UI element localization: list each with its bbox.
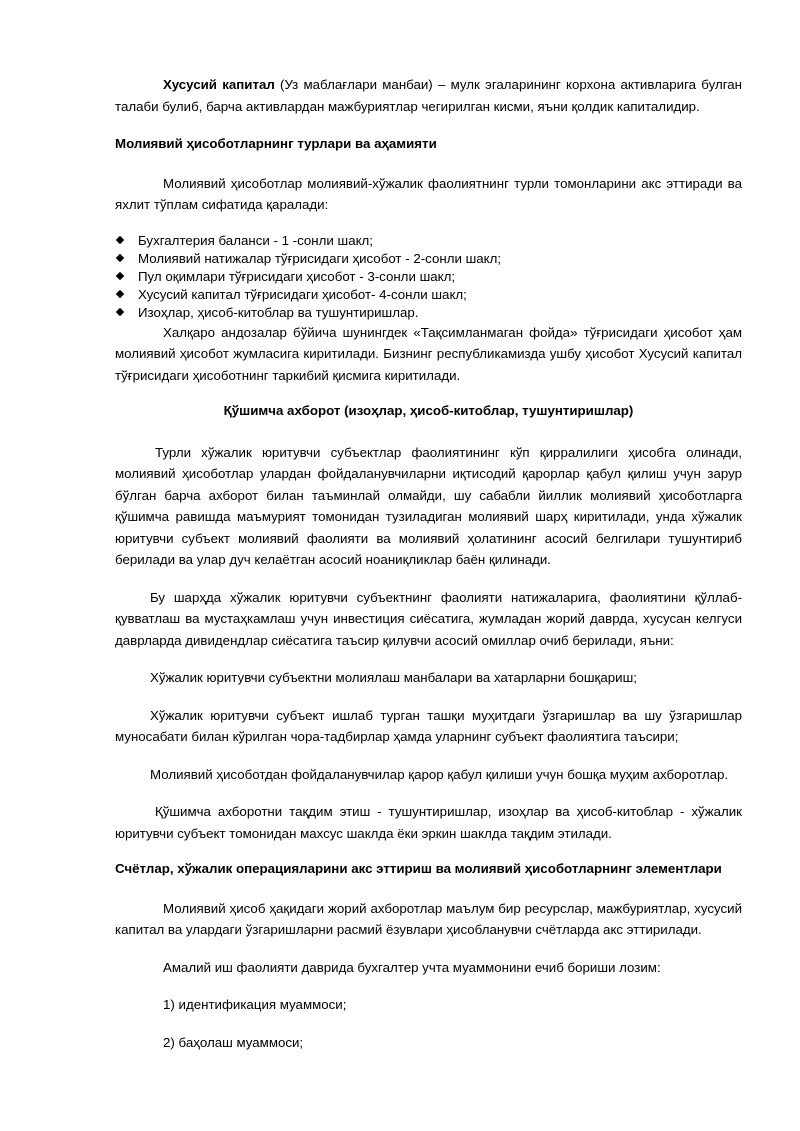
list-item-text: Изоҳлар, ҳисоб-китоблар ва тушунтиришлар. bbox=[138, 304, 419, 320]
paragraph-accounts: Молиявий ҳисоб ҳақидаги жорий ахборотлар маълум бир ресурслар, мажбуриятлар, хусусий капитал ва улардаги ўзгаришларни расмий ёзувлари ҳисобланувчи счётларда акс эттирилади. bbox=[115, 900, 742, 937]
list-item-identification: 1) идентификация муаммоси; bbox=[163, 997, 347, 1012]
diamond-bullet-icon bbox=[116, 307, 124, 315]
section-heading-additional-info: Қўшимча ахборот (изоҳлар, ҳисоб-китоблар, тушунтиришлар) bbox=[223, 403, 634, 418]
paragraph-additional-info: Турли хўжалик юритувчи субъектлар фаолиятининг кўп қирралилиги ҳисобга олинади, молиявий ҳисоботлар улардан фойдаланувчиларни иқтисодий қарорлар қабул қилиш учун зарур бўлган барча ахборот билан таъминлай олмайди, шу сабабли йиллик молиявий ҳисоботларга қўшимча равишда маъмурият томонидан тузиладиган молиявий шарҳ киритилади, унда хўжалик юритувчи субъект молиявий фаолияти ва молиявий ҳолатининг асосий белгилари тушунтириб берилади ва улар дуч келаётган асосий ноаниқликлар баён қилинади. bbox=[115, 444, 742, 567]
definition-private-capital: (Уз маблағлари манбаи) – мулк эгаларининг корхона активларига булган талаби булиб, барча активлардан мажбуриятлар чегирилган кисми, яъни қолдик капиталидир. bbox=[115, 77, 742, 114]
term-private-capital: Хусусий капитал bbox=[163, 77, 275, 92]
list-item bbox=[115, 286, 742, 304]
list-item bbox=[115, 250, 742, 268]
paragraph-international-standards: Халқаро андозалар бўйича шунингдек «Тақсимланмаган фойда» тўғрисидаги ҳисобот ҳам молиявий ҳисобот жумласига киритилади. Бизнинг республикамизда ушбу ҳисобот Хусусий капитал тўғрисидаги ҳисоботнинг таркибий қисмига киритилади. bbox=[115, 324, 742, 383]
paragraph-report-overview: Молиявий ҳисоботлар молиявий-хўжалик фаолиятнинг турли томонларини акс эттиради ва яхлит тўплам сифатида қаралади: bbox=[115, 175, 742, 212]
diamond-bullet-icon bbox=[116, 271, 124, 279]
list-item bbox=[115, 304, 742, 322]
paragraph-financing-sources: Хўжалик юритувчи субъектни молиялаш манбалари ва хатарларни бошқариш; bbox=[150, 670, 637, 685]
diamond-bullet-icon bbox=[116, 289, 124, 297]
paragraph-review-factors: Бу шарҳда хўжалик юритувчи субъектнинг фаолияти натижаларига, фаолиятини қўллаб-қувватлаш ва мустаҳкамлаш учун инвестиция сиёсатига, жумладан жорий даврда, хусусан келгуси даврларда дивидендлар сиёсатига таъсир қилувчи асосий омиллар очиб берилади, яъни: bbox=[115, 589, 742, 648]
list-item-valuation: 2) баҳолаш муаммоси; bbox=[163, 1034, 304, 1050]
paragraph-private-capital bbox=[115, 74, 742, 117]
list-item-text: Пул оқимлари тўғрисидаги ҳисобот - 3-сонли шакл; bbox=[138, 268, 456, 284]
list-item bbox=[115, 232, 742, 250]
list-item-text: Бухгалтерия баланси - 1 -сонли шакл; bbox=[138, 232, 374, 248]
paragraph-other-info: Молиявий ҳисоботдан фойдаланувчилар қарор қабул қилиши учун бошқа муҳим ахборотлар. bbox=[150, 766, 729, 782]
diamond-bullet-icon bbox=[116, 253, 124, 261]
paragraph-presentation: Қўшимча ахборотни тақдим этиш - тушунтиришлар, изоҳлар ва ҳисоб-китоблар - хўжалик юритувчи субъект томонидан махсус шаклда ёки эркин шаклда тақдим этилади. bbox=[115, 804, 742, 841]
section-heading-report-types: Молиявий ҳисоботларнинг турлари ва аҳамияти bbox=[115, 136, 437, 151]
list-item-text: Молиявий натижалар тўғрисидаги ҳисобот - 2-сонли шакл; bbox=[138, 250, 502, 266]
paragraph-accountant-problems: Амалий иш фаолияти даврида бухгалтер учта муаммонини ечиб бориши лозим: bbox=[163, 959, 661, 975]
document-body bbox=[115, 74, 742, 1053]
list-item bbox=[115, 268, 742, 286]
report-forms-list bbox=[115, 232, 742, 322]
paragraph-external-changes: Хўжалик юритувчи субъект ишлаб турган ташқи муҳитдаги ўзгаришлар ва шу ўзгаришлар муносабати билан кўрилган чора-тадбирлар ҳамда уларнинг субъект фаолиятига таъсири; bbox=[115, 707, 742, 744]
list-item-text: Хусусий капитал тўғрисидаги ҳисобот- 4-сонли шакл; bbox=[138, 286, 467, 302]
diamond-bullet-icon bbox=[116, 235, 124, 243]
section-heading-accounts: Счётлар, хўжалик операцияларини акс эттириш ва молиявий ҳисоботларнинг элементлари bbox=[115, 861, 722, 876]
